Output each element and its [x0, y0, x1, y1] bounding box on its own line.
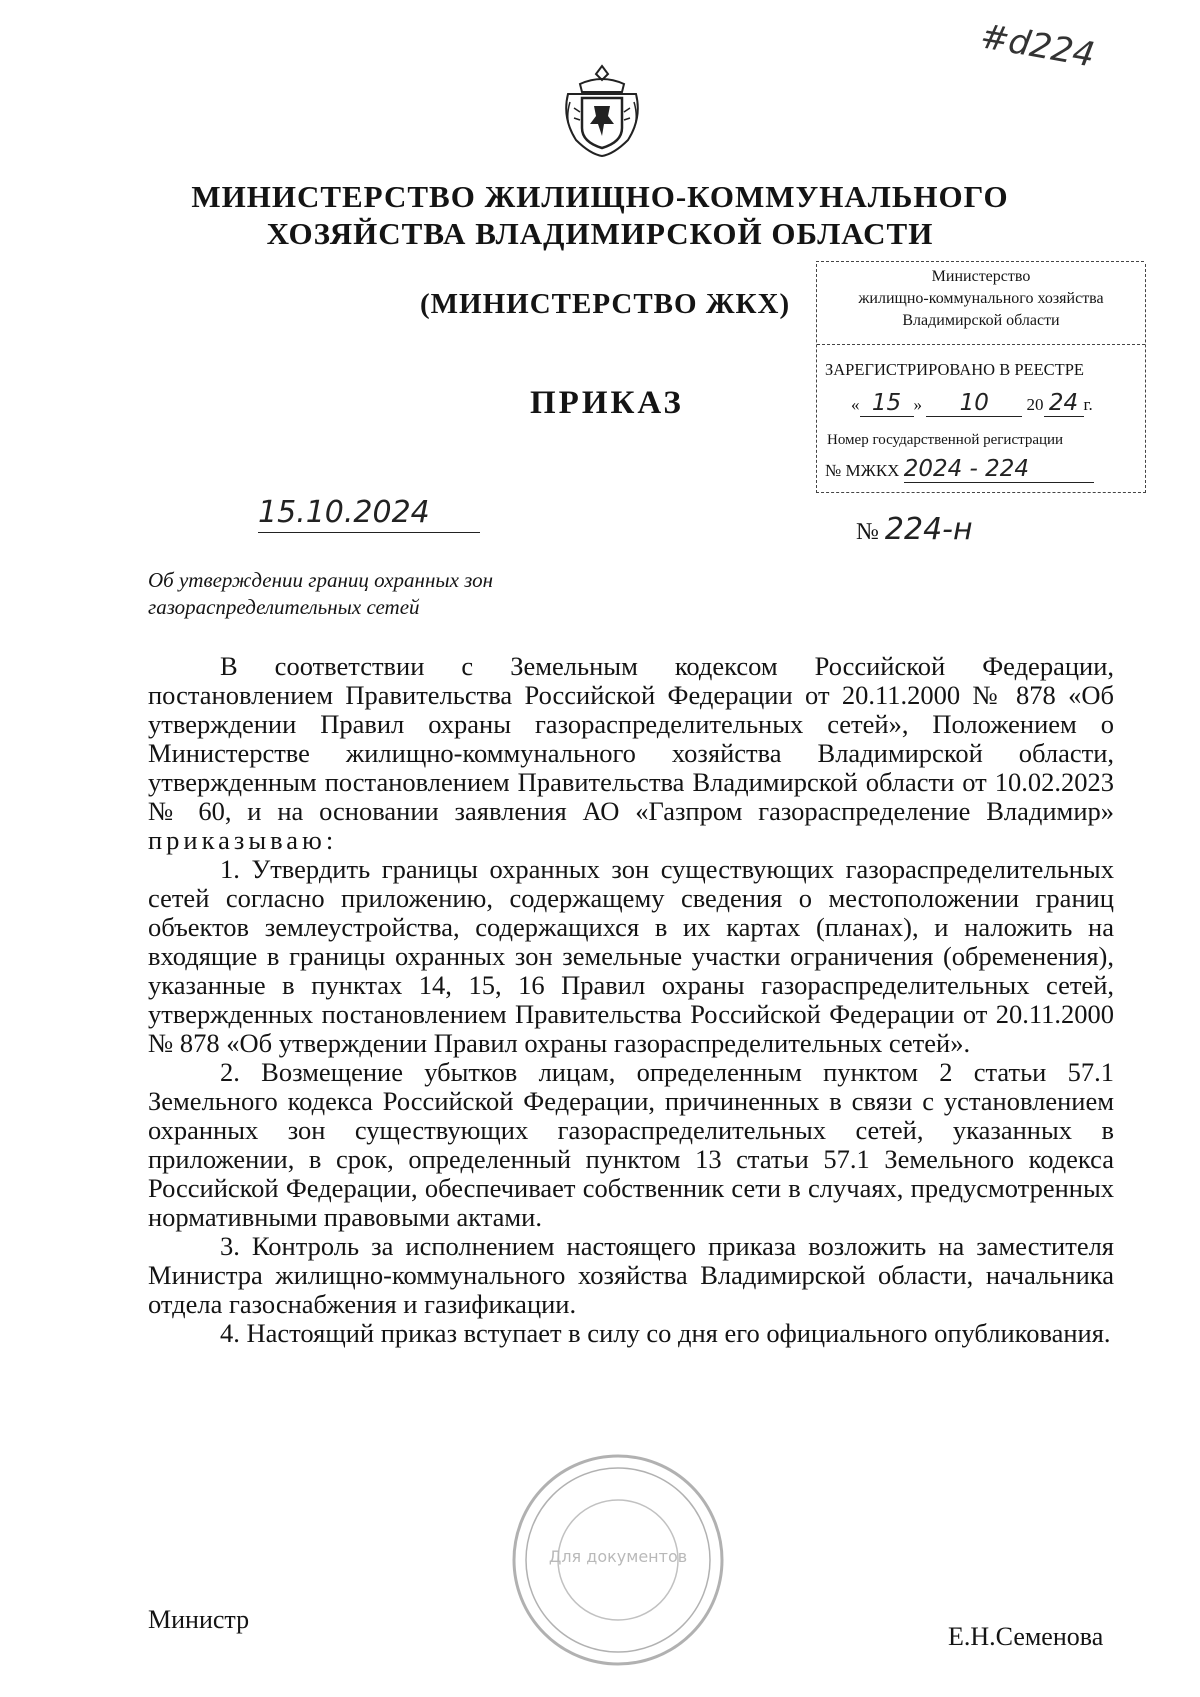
stamp-date-day: 15: [860, 390, 914, 417]
organization-name-line2: ХОЗЯЙСТВА ВЛАДИМИРСКОЙ ОБЛАСТИ: [266, 216, 934, 251]
stamp-header: [817, 266, 1145, 332]
stamp-number-value: 2024 - 224: [904, 456, 1094, 483]
stamp-date-year-prefix: 20: [1026, 395, 1044, 414]
document-title: ПРИКАЗ: [530, 385, 684, 421]
stamp-date-month: 10: [926, 390, 1022, 417]
stamp-number-prefix: № МЖКХ: [825, 461, 900, 480]
stamp-date-year: 24: [1044, 390, 1084, 417]
signatory-post: Министр: [148, 1605, 250, 1634]
stamp-date-open-quote: «: [851, 395, 860, 414]
stamp-date-suffix: г.: [1083, 395, 1093, 414]
stamp-number: [825, 456, 1094, 483]
stamp-registered-label: ЗАРЕГИСТРИРОВАНО В РЕЕСТРЕ: [825, 360, 1085, 379]
stamp-line1: Министерство: [931, 268, 1031, 285]
item-2-paragraph: 2. Возмещение убытков лицам, определенным пунктом 2 статьи 57.1 Земельного кодекса Российской Федерации, причиненных в связи с установлением охранных зон существующих газораспределительных сетей, указанных в приложении, в срок, определенный пунктом 13 статьи 57.1 Земельного кодекса Российской Федерации, обеспечивает собственник сети в случаях, предусмотренных нормативными правовыми актами.: [148, 1057, 1114, 1232]
signatory-name: Е.Н.Семенова: [948, 1622, 1104, 1651]
stamp-line2: жилищно-коммунального хозяйства: [858, 290, 1104, 307]
stamp-number-label: Номер государственной регистрации: [827, 432, 1064, 448]
organization-name-line1: МИНИСТЕРСТВО ЖИЛИЩНО-КОММУНАЛЬНОГО: [191, 179, 1009, 214]
order-subject: [148, 567, 608, 621]
stamp-divider: [817, 344, 1145, 345]
order-subject-line2: газораспределительных сетей: [148, 595, 420, 619]
coat-of-arms-emblem: [560, 62, 644, 160]
order-subject-line1: Об утверждении границ охранных зон: [148, 568, 494, 592]
stamp-date: [851, 390, 1093, 417]
order-date: 15.10.2024: [258, 495, 480, 533]
stamp-line3: Владимирской области: [902, 312, 1060, 329]
item-1-paragraph: 1. Утвердить границы охранных зон существующих газораспределительных сетей согласно приложению, содержащему сведения о местоположении границ объектов землеустройства, содержащихся в их картах (планах), и наложить на входящие в границы охранных зон земельные участки ограничения (обременения), указанные в пунктах 14, 15, 16 Правил охраны газораспределительных сетей, утвержденных постановлением Правительства Российской Федерации от 20.11.2000 № 878 «Об утверждении Правил охраны газораспределительных сетей».: [148, 854, 1114, 1058]
order-body: [148, 652, 1114, 1348]
organization-name: [160, 178, 1040, 252]
seal-center-text: Для документов: [548, 1547, 688, 1566]
registration-stamp: [816, 264, 1146, 493]
organization-short-name: (МИНИСТЕРСТВО ЖКХ): [420, 288, 791, 320]
item-4-paragraph: 4. Настоящий приказ вступает в силу со дня его официального опубликования.: [220, 1318, 1111, 1348]
order-number-prefix: №: [856, 519, 879, 545]
order-number-value: 224-н: [884, 512, 973, 547]
order-word: приказываю:: [148, 825, 338, 855]
item-3-paragraph: 3. Контроль за исполнением настоящего приказа возложить на заместителя Министра жилищно-коммунального хозяйства Владимирской области, начальника отдела газоснабжения и газификации.: [148, 1231, 1114, 1319]
preamble-text: В соответствии с Земельным кодексом Российской Федерации, постановлением Правительства Российской Федерации от 20.11.2000 № 878 «Об утверждении Правил охраны газораспределительных сетей», Положением о Министерстве жилищно-коммунального хозяйства Владимирской области, утвержденным постановлением Правительства Владимирской области от 10.02.2023 № 60, и на основании заявления АО «Газпром газораспределение Владимир»: [148, 651, 1114, 826]
handwritten-number: #d224: [977, 16, 1098, 76]
stamp-top-border: [816, 261, 1144, 262]
stamp-date-close-quote: »: [913, 395, 922, 414]
order-number: [856, 512, 973, 547]
preamble-paragraph: [148, 652, 1114, 855]
official-seal: [508, 1450, 728, 1670]
